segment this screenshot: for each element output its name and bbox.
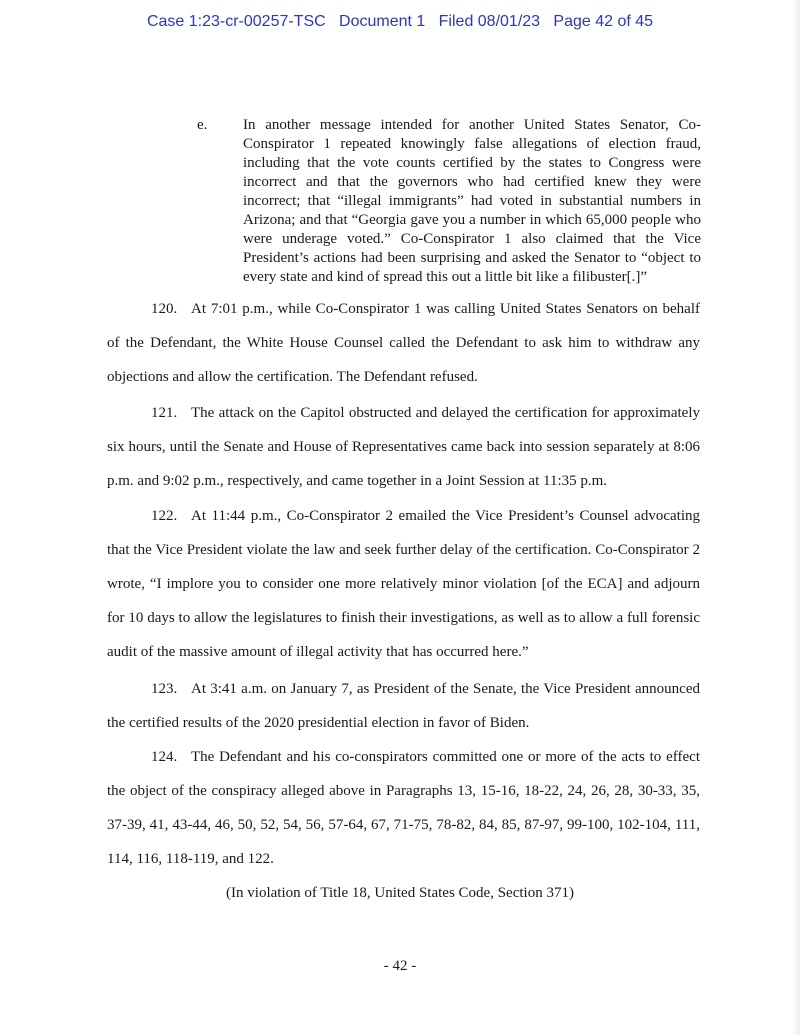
paragraph-number: 120. xyxy=(151,301,178,317)
page-indicator: Page 42 of 45 xyxy=(553,13,654,30)
statute-citation: (In violation of Title 18, United States Code, Section 371) xyxy=(226,885,574,901)
paragraph-text: At 7:01 p.m., while Co-Conspirator 1 was calling United States Senators on behalf of the Defendant, the White House Counsel called the Defendant to ask him to withdraw any objections and allow the certification. The Defendant refused. xyxy=(107,301,700,385)
paragraph-text: At 11:44 p.m., Co-Conspirator 2 emailed the Vice President’s Counsel advocating that the Vice President violate the law and seek further delay of the certification. Co-Conspirator 2 wrote, “I implore you to consider one more relatively minor violation [of the ECA] and adjourn for 10 days to allow the legislatures to finish their investigations, as well as to allow a full forensic audit of the massive amount of illegal activity that has occurred here.” xyxy=(107,508,700,660)
paragraph-number: 122. xyxy=(151,508,178,524)
page-number: - 42 - xyxy=(383,958,417,974)
scan-edge-shadow xyxy=(792,0,800,1035)
subparagraph-marker: e. xyxy=(197,117,208,133)
subparagraph-text: In another message intended for another United States Senator, Co-Conspirator 1 repeated knowingly false allegations of election fraud, including that the vote counts certified by the states to Congress were incorrect and that the governors who had certified knew they were incorrect; that “illegal immigrants” had voted in substantial numbers in Arizona; and that “Georgia gave you a number in which 65,000 people who were underage voted.” Co-Conspirator 1 also claimed that the Vice President’s actions had been surprising and asked the Senator to “object to every state and kind of spread this out a little bit like a filibuster[.]” xyxy=(243,117,701,285)
paragraph-120 xyxy=(107,292,700,394)
paragraph-122 xyxy=(107,499,700,669)
filed-date: Filed 08/01/23 xyxy=(438,13,541,30)
paragraph-123 xyxy=(107,672,700,740)
subparagraph-e xyxy=(197,116,701,287)
paragraph-text: At 3:41 a.m. on January 7, as President of the Senate, the Vice President announced the certified results of the 2020 presidential election in favor of Biden. xyxy=(107,681,700,731)
paragraph-text: The attack on the Capitol obstructed and delayed the certification for approximately six hours, until the Senate and House of Representatives came back into session separately at 8:06 p.m. and 9:02 p.m., respectively, and came together in a Joint Session at 11:35 p.m. xyxy=(107,405,700,489)
paragraph-number: 121. xyxy=(151,405,178,421)
paragraph-121 xyxy=(107,396,700,498)
paragraph-124 xyxy=(107,740,700,876)
paragraph-number: 123. xyxy=(151,681,178,697)
paragraph-number: 124. xyxy=(151,749,178,765)
document-number: Document 1 xyxy=(339,13,426,30)
paragraph-text: The Defendant and his co-conspirators committed one or more of the acts to effect the object of the conspiracy alleged above in Paragraphs 13, 15-16, 18-22, 24, 26, 28, 30-33, 35, 37-39, 41, 43-44, 46, 50, 52, 54, 56, 57-64, 67, 71-75, 78-82, 84, 85, 87-97, 99-100, 102-104, 111, 114, 116, 118-119, and 122. xyxy=(107,749,700,867)
case-header xyxy=(0,13,800,31)
case-number: Case 1:23-cr-00257-TSC xyxy=(146,13,326,30)
